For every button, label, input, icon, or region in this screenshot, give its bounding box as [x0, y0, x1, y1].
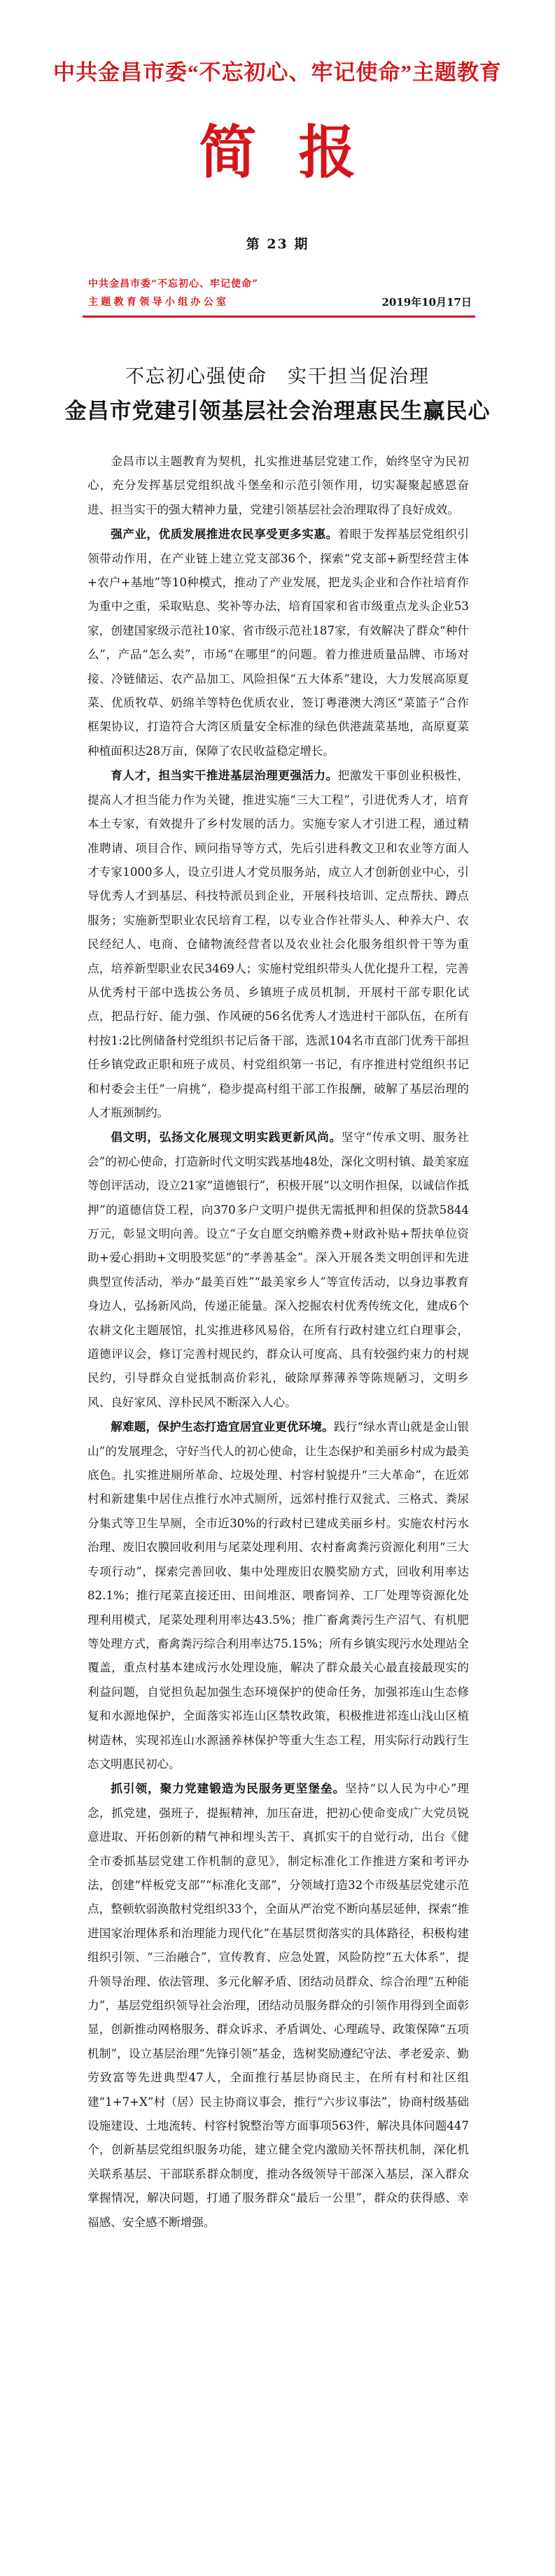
section-text: 践行“绿水青山就是金山银山”的发展理念，守好当代人的初心使命，让生态保护和美丽乡村成为最美底色。扎实推进厕所革命、垃圾处理、村容村貌提升“三大革命”，在近郊村和新建集中居住点推行水冲式厕所，远郊村推行双瓮式、三格式、粪尿分集式等卫生旱厕，全市近30%的行政村已建成美丽乡村。实施农村污水治理、废旧农膜回收利用与尾菜处理利用、农村畜禽粪污资源化利用“三大专项行动”，探索完善回收、集中处理废旧农膜奖励方式，回收利用率达82.1%；推行尾菜直接还田、田间堆沤、喂畜饲养、工厂处理等资源化处理利用模式，尾菜处理利用率达43.5%；推广畜禽粪污生产沼气、有机肥等处理方式，畜禽粪污综合利用率达75.15%；所有乡镇实现污水处理站全覆盖，重点村基本建成污水处理设施，解决了群众最关心最直接最现实的利益问题，自觉担负起加强生态环境保护的使命任务，加强祁连山生态修复和水源地保护，全面落实祁连山区禁牧政策，积极推进祁连山浅山区植树造林，实现祁连山水源涵养林保护等重大生态工程，用实际行动践行生态文明惠民初心。	[87, 1420, 470, 1771]
article-headline: 金昌市党建引领基层社会治理惠民生赢民心	[64, 399, 491, 424]
section-text: 把激发干事创业积极性，提高人才担当能力作为关键，推进实施“三大工程”，引进优秀人才，培育本土专家，有效提升了乡村发展的活力。实施专家人才引进工程，通过精准聘请、项目合作、顾问指导等方式，先后引进科教文卫和农业等方面人才专家1000多人，设立引进人才党员服务站，成立人才创新创业中心，引导优秀人才到基层、科技特派员到企业，开展科技培训、定点帮扶、蹲点服务；实施新型职业农民培育工程，以专业合作社带头人、种养大户、农民经纪人、电商、仓储物流经营者以及农业社会化服务组织骨干等为重点，培养新型职业农民3469人；实施村党组织带头人优化提升工程，完善从优秀村干部中选拔公务员、乡镇班子成员机制，开展村干部专职化试点，把品行好、能力强、作风硬的56名优秀人才选进村干部队伍，在所有村按1:2比例储备村党组织书记后备干部，选派104名市直部门优秀干部担任乡镇党政正职和班子成员、村党组织第一书记，有序推进村党组织书记和村委会主任“一肩挑”，稳步提高村组干部工作报酬，破解了基层治理的人才瓶颈制约。	[87, 769, 469, 1119]
briefing-title: 简报	[199, 120, 398, 186]
section-lead: 倡文明，弘扬文化展现文明实践更新风尚。	[111, 1130, 342, 1145]
article-body	[87, 450, 469, 2235]
section-paragraph	[87, 522, 469, 763]
section-text: 坚守“传承文明、服务社会”的初心使命，打造新时代文明实践基地48处，深化文明村镇、最美家庭等创评活动，设立21家“道德银行”，积极开展“以文明作担保，以诚信作抵押”的道德信贷工程，向370多户文明户提供无需抵押和担保的贷款5844万元，彰显文明向善。设立“子女自愿交纳赡养费+财政补贴+帮扶单位资助+爱心捐助+文明股奖惩”的“孝善基金”。深入开展各类文明创评和先进典型宣传活动，举办“最美百姓”“最美家乡人”等宣传活动，以身边事教育身边人，弘扬新风尚，传递正能量。深入挖掘农村优秀传统文化，建成6个农耕文化主题展馆，扎实推进移风易俗，在所有行政村建立红白理事会，道德评议会，修订完善村规民约，群众认可度高、具有较强约束力的村规民约，引导群众自觉抵制高价彩礼，破除厚葬薄养等陈规陋习，文明乡风、良好家风、淳朴民风不断深入人心。	[87, 1131, 469, 1409]
section-lead: 解难题，保护生态打造宜居宜业更优环境。	[111, 1420, 334, 1434]
header-divider	[83, 316, 475, 318]
issuer-block	[88, 275, 284, 311]
intro-paragraph: 金昌市以主题教育为契机，扎实推进基层党建工作，始终坚守为民初心，充分发挥基层党组织战斗堡垒和示范引领作用，切实凝聚起感恩奋进、担当实干的强大精神力量，党建引领基层社会治理取得了良好成效。	[87, 455, 469, 516]
section-text: 着眼于发挥基层党组织引领带动作用，在产业链上建立党支部36个，探索“党支部+新型经营主体+农户+基地”等10种模式，推动了产业发展，把龙头企业和合作社培育作为重中之重，采取贴息、奖补等办法，培育国家和省市级重点龙头企业53家，创建国家级示范社10家、省市级示范社187家，有效解决了群众“种什么”，产品“怎么卖”，市场“在哪里”的问题。着力推进质量品牌、市场对接、冷链储运、农产品加工、风险担保“五大体系”建设，大力发展高原夏菜、优质牧草、奶绵羊等特色优质农业，签订粤港澳大湾区“菜篮子”合作框架协议，打造符合大湾区质量安全标准的绿色供港蔬菜基地，高原夏菜种植面积达28万亩，保障了农民收益稳定增长。	[87, 528, 469, 758]
article-subtitle: 不忘初心强使命 实干担当促治理	[125, 366, 430, 388]
issue-date: 2019年10月17日	[381, 296, 472, 309]
issuer-line-2: 主题教育领导小组办公室	[88, 297, 230, 308]
section-paragraph	[87, 1415, 469, 1776]
section-text: 坚持“以人民为中心”理念，抓党建，强班子，提振精神，加压奋进，把初心使命变成广大党员锐意进取、开拓创新的精气神和埋头苦干、真抓实干的自觉行动，出台《健全市委抓基层党建工作机制的意见》，制定标准化工作推进方案和考评办法，创建“样板党支部”“标准化支部”，分领域打造32个市级基层党建示范点，整顿软弱涣散村党组织33个，全面从严治党不断向基层延伸，探索“推进国家治理体系和治理能力现代化”在基层贯彻落实的具体路径，积极构建组织引领、“三治融合”，宣传教育、应急处置，风险防控“五大体系”，提升领导治理、依法管理、多元化解矛盾、团结动员群众、综合治理“五种能力”，基层党组织领导社会治理，团结动员服务群众的引领作用得到全面彰显，创新推动网格服务、群众诉求、矛盾调处、心理疏导、政策保障“五项机制”，设立基层治理“先锋引领”基金，选树奖励遵纪守法、孝老爱亲、勤劳致富等先进典型47人，全面推行基层协商民主，在所有村和社区组建“1+7+X”村（居）民主协商议事会，推行“六步议事法”，协商村级基础设施建设、土地流转、村容村貌整治等方面事项563件，解决具体问题447个，创新基层党组织服务功能，建立健全党内激励关怀帮扶机制，深化机关联系基层、干部联系群众制度，推动各级领导干部深入基层，深入群众掌握情况，解决问题，打通了服务群众“最后一公里”，群众的获得感、幸福感、安全感不断增强。	[87, 1782, 470, 2229]
section-paragraph	[87, 763, 469, 1125]
section-paragraph	[87, 1125, 469, 1415]
section-paragraph	[87, 1776, 469, 2235]
masthead-title: 中共金昌市委“不忘初心、牢记使命”主题教育	[53, 60, 502, 85]
issue-number: 第 23 期	[246, 236, 309, 252]
section-lead: 强产业，优质发展推进农民享受更多实惠。	[111, 527, 338, 542]
issuer-line-1: 中共金昌市委“不忘初心、牢记使命”	[88, 278, 259, 290]
section-lead: 育人才，担当实干推进基层治理更强活力。	[111, 768, 338, 783]
section-lead: 抓引领，聚力党建锻造为民服务更坚堡垒。	[111, 1781, 346, 1796]
